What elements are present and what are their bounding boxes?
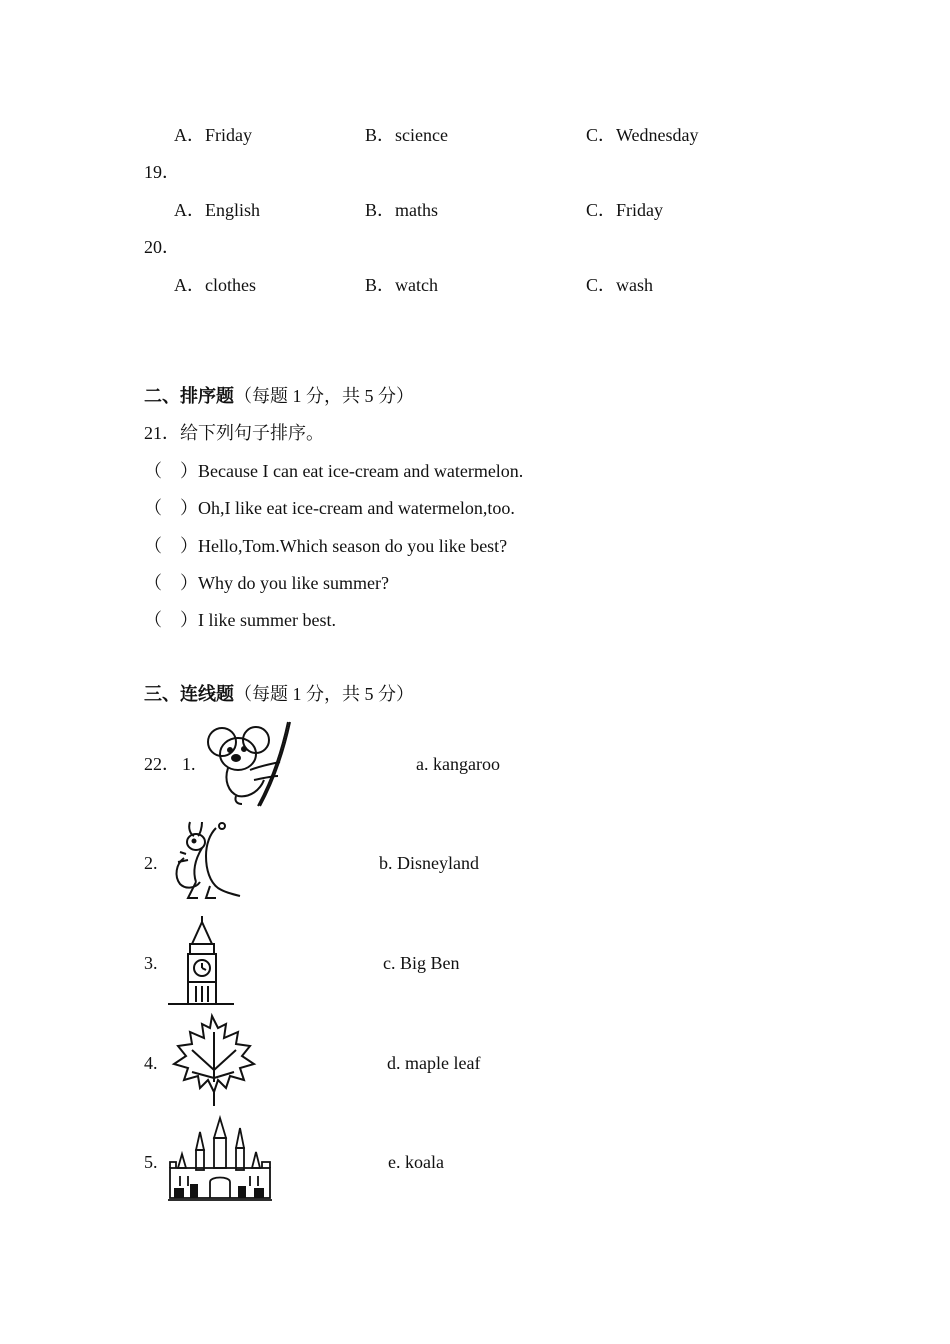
match-item-4-number: 4. — [144, 1053, 158, 1073]
match-answer-b: b. Disneyland — [379, 853, 479, 873]
match-answer-d: d. maple leaf — [387, 1053, 481, 1073]
section2-heading — [144, 387, 414, 405]
match-item-3-number: 3. — [144, 953, 158, 973]
section2-note: （每题 1 分，共 5 分） — [234, 386, 414, 406]
section3-title: 三、连线题 — [144, 684, 234, 704]
maple-leaf-icon — [168, 1012, 260, 1108]
q21-sentence-5: （ ）I like summer best. — [144, 610, 336, 630]
q19-option-b: B．maths — [365, 200, 439, 220]
match-answer-a: a. kangaroo — [416, 754, 500, 774]
koala-icon — [204, 720, 294, 808]
q21-sentence-1: （ ）Because I can eat ice-cream and watermelon. — [144, 461, 524, 481]
q20-option-a: A．clothes — [174, 275, 256, 295]
q22-number: 22． — [144, 754, 180, 774]
castle-icon — [166, 1114, 274, 1202]
match-answer-c: c. Big Ben — [383, 953, 460, 973]
q18-option-c: C．Wednesday — [586, 125, 699, 145]
q20-option-b: B．watch — [365, 275, 438, 295]
q21-sentence-2: （ ）Oh,I like eat ice-cream and watermelon,too. — [144, 498, 515, 518]
section3-heading — [144, 685, 414, 703]
q18-option-b: B．science — [365, 125, 448, 145]
q21-sentence-4: （ ）Why do you like summer? — [144, 573, 389, 593]
q20-number: 20． — [144, 237, 180, 257]
big-ben-icon — [166, 914, 236, 1006]
match-item-5-number: 5. — [144, 1152, 158, 1172]
q20-option-c: C．wash — [586, 275, 653, 295]
section2-title: 二、排序题 — [144, 386, 234, 406]
q19-option-c: C．Friday — [586, 200, 664, 220]
q21-sentence-3: （ ）Hello,Tom.Which season do you like best? — [144, 536, 508, 556]
match-item-2-number: 2. — [144, 853, 158, 873]
q19-number: 19． — [144, 162, 180, 182]
match-item-1-number: 1. — [182, 754, 196, 774]
q19-option-a: A．English — [174, 200, 261, 220]
section3-note: （每题 1 分，共 5 分） — [234, 684, 414, 704]
q21-prompt: 21．给下列句子排序。 — [144, 423, 324, 443]
kangaroo-icon — [166, 818, 242, 902]
match-answer-e: e. koala — [388, 1152, 444, 1172]
q18-option-a: A．Friday — [174, 125, 252, 145]
